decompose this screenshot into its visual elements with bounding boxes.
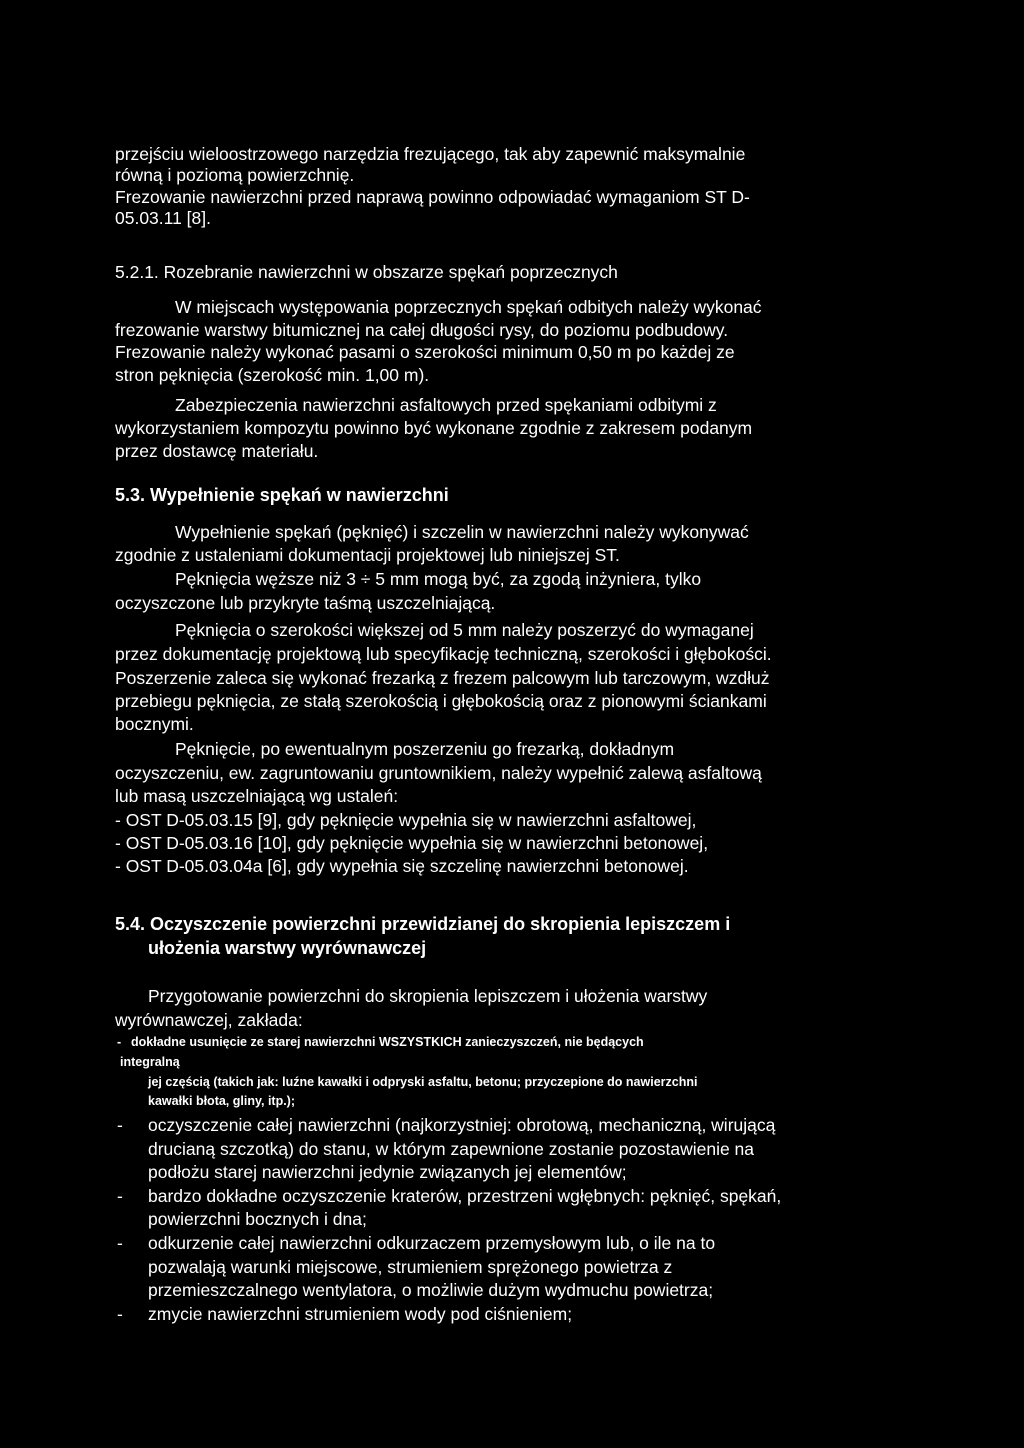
text-line: stron pęknięcia (szerokość min. 1,00 m).	[115, 365, 430, 385]
list-dash: -	[117, 1035, 122, 1049]
text-line: Wypełnienie spękań (pęknięć) i szczelin w nawierzchni należy wykonywać	[175, 522, 749, 542]
text-line: frezowanie warstwy bitumicznej na całej długości rysy, do poziomu podbudowy.	[115, 320, 729, 340]
list-item-cont: podłożu starej nawierzchni jedynie związanych jej elementów;	[148, 1162, 627, 1182]
list-item: oczyszczenie całej nawierzchni (najkorzystniej: obrotową, mechaniczną, wirującą	[148, 1115, 776, 1135]
list-item: - OST D-05.03.16 [10], gdy pęknięcie wypełnia się w nawierzchni betonowej,	[115, 833, 709, 853]
text-line: przez dokumentację projektową lub specyfikację techniczną, szerokości i głębokości.	[115, 644, 772, 664]
text-line: przez dostawcę materiału.	[115, 441, 319, 461]
list-item: - OST D-05.03.15 [9], gdy pęknięcie wypełnia się w nawierzchni asfaltowej,	[115, 810, 697, 830]
text-line: Frezowanie nawierzchni przed naprawą powinno odpowiadać wymaganiom ST D-	[115, 187, 750, 207]
text-line: Frezowanie należy wykonać pasami o szerokości minimum 0,50 m po każdej ze	[115, 342, 735, 362]
list-item-cont: integralną	[120, 1055, 180, 1069]
list-dash: -	[117, 1233, 123, 1253]
list-item-cont: jej częścią (takich jak: luźne kawałki i odpryski asfaltu, betonu; przyczepione do nawierzchni	[148, 1075, 698, 1089]
list-item: bardzo dokładne oczyszczenie kraterów, przestrzeni wgłębnych: pęknięć, spękań,	[148, 1186, 782, 1206]
list-item-cont: drucianą szczotką) do stanu, w którym zapewnione zostanie pozostawienie na	[148, 1139, 755, 1159]
list-item: - OST D-05.03.04a [6], gdy wypełnia się szczelinę nawierzchni betonowej.	[115, 856, 689, 876]
text-line: równą i poziomą powierzchnię.	[115, 165, 355, 185]
text-line: Pęknięcie, po ewentualnym poszerzeniu go frezarką, dokładnym	[175, 739, 675, 759]
text-line: W miejscach występowania poprzecznych spękań odbitych należy wykonać	[175, 297, 762, 317]
list-item-cont: przemieszczalnego wentylatora, o możliwie dużym wydmuchu powietrza;	[148, 1280, 714, 1300]
section-heading-5-4: 5.4. Oczyszczenie powierzchni przewidzianej do skropienia lepiszczem i	[115, 914, 731, 934]
list-dash: -	[117, 1304, 123, 1324]
text-line: przebiegu pęknięcia, ze stałą szerokością i głębokością oraz z pionowymi ściankami	[115, 691, 767, 711]
text-line: Przygotowanie powierzchni do skropienia lepiszczem i ułożenia warstwy	[148, 986, 708, 1006]
text-line: oczyszczeniu, ew. zagruntowaniu gruntownikiem, należy wypełnić zalewą asfaltową	[115, 763, 762, 783]
text-line: lub masą uszczelniającą wg ustaleń:	[115, 786, 399, 806]
list-item-cont: pozwalają warunki miejscowe, strumieniem sprężonego powietrza z	[148, 1257, 673, 1277]
list-item-cont: powierzchni bocznych i dna;	[148, 1209, 367, 1229]
text-line: oczyszczone lub przykryte taśmą uszczelniającą.	[115, 593, 496, 613]
text-line: bocznymi.	[115, 714, 194, 734]
text-line: Poszerzenie zaleca się wykonać frezarką z frezem palcowym lub tarczowym, wzdłuż	[115, 668, 770, 688]
text-line: Pęknięcia o szerokości większej od 5 mm należy poszerzyć do wymaganej	[175, 620, 754, 640]
text-line: zgodnie z ustaleniami dokumentacji projektowej lub niniejszej ST.	[115, 545, 620, 565]
list-item: odkurzenie całej nawierzchni odkurzaczem przemysłowym lub, o ile na to	[148, 1233, 716, 1253]
text-line: 05.03.11 [8].	[115, 208, 212, 228]
list-item-cont: kawałki błota, gliny, itp.);	[148, 1094, 296, 1108]
section-heading-5-3: 5.3. Wypełnienie spękań w nawierzchni	[115, 485, 449, 505]
text-line: wykorzystaniem kompozytu powinno być wykonane zgodnie z zakresem podanym	[115, 418, 753, 438]
list-item: zmycie nawierzchni strumieniem wody pod ciśnieniem;	[148, 1304, 573, 1324]
list-dash: -	[117, 1115, 123, 1135]
text-line: Zabezpieczenia nawierzchni asfaltowych przed spękaniami odbitymi z	[175, 395, 717, 415]
section-heading-5-4-cont: ułożenia warstwy wyrównawczej	[148, 938, 427, 958]
section-heading-5-2-1: 5.2.1. Rozebranie nawierzchni w obszarze spękań poprzecznych	[115, 262, 618, 282]
text-line: wyrównawczej, zakłada:	[115, 1010, 303, 1030]
text-line: przejściu wieloostrzowego narzędzia frezującego, tak aby zapewnić maksymalnie	[115, 144, 746, 164]
list-item: dokładne usunięcie ze starej nawierzchni WSZYSTKICH zanieczyszczeń, nie będących	[131, 1035, 644, 1049]
text-line: Pęknięcia węższe niż 3 ÷ 5 mm mogą być, za zgodą inżyniera, tylko	[175, 569, 702, 589]
list-dash: -	[117, 1186, 123, 1206]
